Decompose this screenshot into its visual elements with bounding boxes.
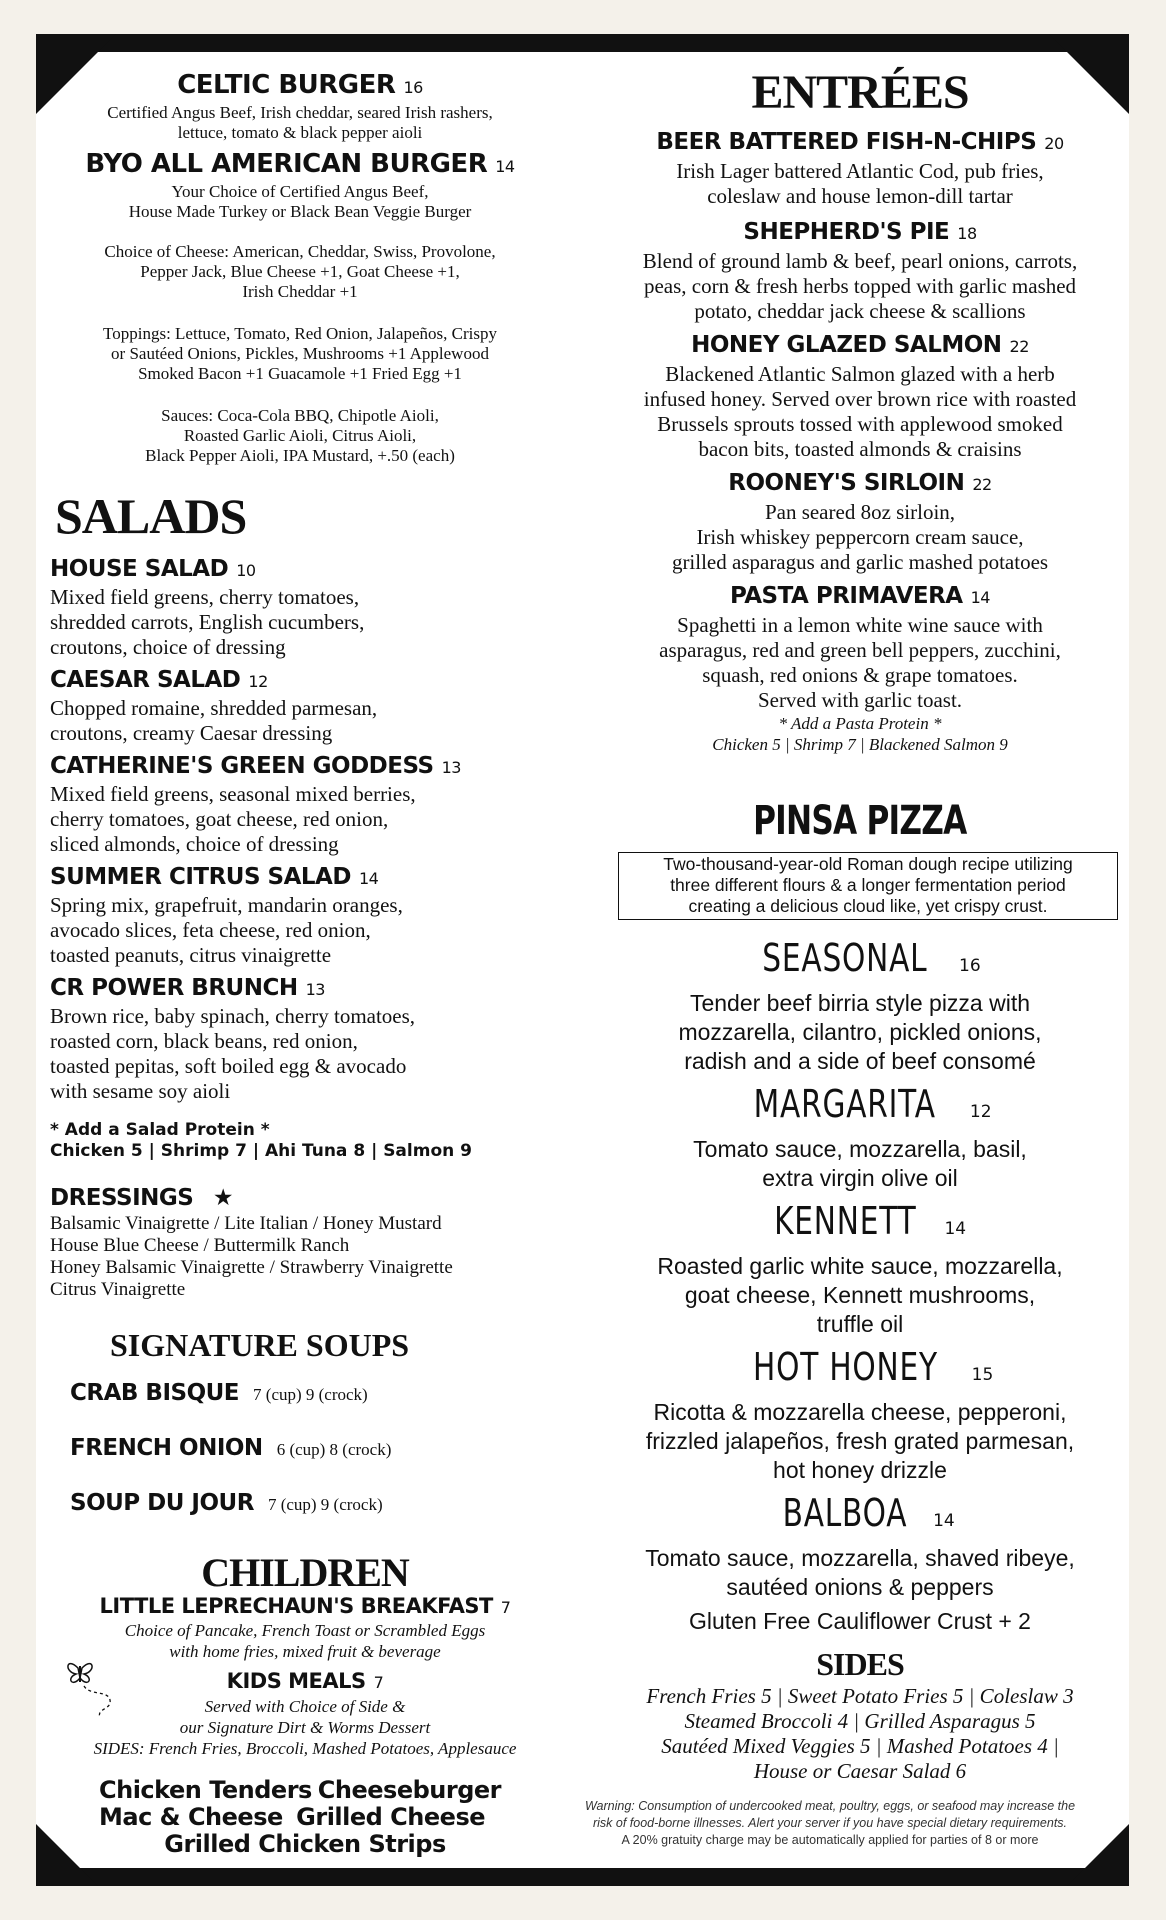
item-description: toasted peanuts, citrus vinaigrette	[50, 943, 332, 967]
menu-item-shepherds-pie	[595, 217, 1125, 324]
item-description: Tomato sauce, mozzarella, basil,	[693, 1136, 1027, 1162]
soup-name: CRAB BISQUE	[70, 1380, 240, 1406]
menu-item-pasta-primavera	[595, 581, 1125, 713]
item-description: hot honey drizzle	[773, 1457, 947, 1483]
item-description: Roasted garlic white sauce, mozzarella,	[657, 1253, 1063, 1279]
protein-options: Chicken 5 | Shrimp 7 | Ahi Tuna 8 | Salmon 9	[50, 1141, 472, 1161]
dressing-line: Citrus Vinaigrette	[50, 1279, 186, 1300]
item-description: bacon bits, toasted almonds & craisins	[698, 437, 1022, 461]
item-name: LITTLE LEPRECHAUN'S BREAKFAST	[99, 1594, 493, 1618]
item-name: MARGARITA	[754, 1082, 937, 1126]
protein-options: Chicken 5 | Shrimp 7 | Blackened Salmon 9	[712, 735, 1008, 754]
item-description: sautéed onions & peppers	[726, 1574, 994, 1600]
item-price: 7	[500, 1598, 511, 1617]
item-price: 14	[495, 157, 515, 176]
item-price: 15	[971, 1365, 994, 1385]
soup-name: SOUP DU JOUR	[70, 1490, 254, 1516]
pinsa-intro-line: creating a delicious cloud like, yet crispy crust.	[688, 896, 1048, 916]
item-description: Pan seared 8oz sirloin,	[764, 500, 956, 524]
pizza-kennett	[595, 1199, 1125, 1339]
item-description: frizzled jalapeños, fresh grated parmesan,	[645, 1428, 1075, 1454]
soup-item	[70, 1433, 550, 1466]
kids-option: Grilled Cheese	[296, 1803, 485, 1831]
kids-option: Chicken Tenders	[99, 1776, 312, 1804]
gluten-free-note: Gluten Free Cauliflower Crust + 2	[689, 1608, 1031, 1634]
topping-options	[50, 324, 550, 384]
item-price: 22	[1009, 337, 1029, 356]
item-description: our Signature Dirt & Worms Dessert	[179, 1718, 431, 1737]
item-description: asparagus, red and green bell peppers, zucchini,	[659, 638, 1061, 662]
menu-item-fish-n-chips	[595, 127, 1125, 209]
sides-section	[595, 1644, 1125, 1784]
item-name: SHEPHERD'S PIE	[743, 219, 950, 245]
item-description: with sesame soy aioli	[50, 1079, 231, 1103]
salads-title: SALADS	[55, 488, 247, 544]
item-description: Irish Lager battered Atlantic Cod, pub fries,	[676, 159, 1044, 183]
item-price: 14	[944, 1219, 967, 1239]
pinsa-title: PINSA PIZZA	[753, 798, 967, 844]
pizza-seasonal	[595, 936, 1125, 1076]
item-description: peas, corn & fresh herbs topped with garlic mashed	[643, 274, 1077, 298]
protein-title: * Add a Pasta Protein *	[778, 714, 942, 733]
dressings-title: DRESSINGS	[50, 1185, 194, 1211]
item-description: House Made Turkey or Black Bean Veggie Burger	[128, 202, 472, 221]
item-description: Ricotta & mozzarella cheese, pepperoni,	[653, 1399, 1067, 1425]
item-description: Served with garlic toast.	[757, 688, 963, 712]
item-name: CR POWER BRUNCH	[50, 975, 298, 1001]
item-description: infused honey. Served over brown rice with roasted	[643, 387, 1077, 411]
sauces-line: Sauces: Coca-Cola BBQ, Chipotle Aioli,	[161, 406, 439, 425]
item-price: 20	[1044, 134, 1064, 153]
star-icon: ★	[212, 1185, 234, 1211]
burgers-section	[50, 70, 550, 466]
gratuity-note: A 20% gratuity charge may be automatically applied for parties of 8 or more	[621, 1833, 1039, 1847]
item-name: HONEY GLAZED SALMON	[691, 332, 1002, 358]
item-price: 14	[970, 588, 990, 607]
pinsa-intro-line: Two-thousand-year-old Roman dough recipe utilizing	[663, 854, 1073, 874]
item-name: HOT HONEY	[752, 1345, 938, 1389]
item-name: PASTA PRIMAVERA	[730, 583, 963, 609]
item-description: Brussels sprouts tossed with applewood smoked	[657, 412, 1063, 436]
soups-title: SIGNATURE SOUPS	[110, 1327, 410, 1363]
item-description: Chopped romaine, shredded parmesan,	[50, 696, 378, 720]
toppings-line: or Sautéed Onions, Pickles, Mushrooms +1 Applewood	[111, 344, 489, 363]
menu-item-cr-power-brunch	[50, 974, 570, 1104]
item-description: mozzarella, cilantro, pickled onions,	[678, 1019, 1042, 1045]
item-description: goat cheese, Kennett mushrooms,	[684, 1282, 1036, 1308]
soup-price: 7 (cup) 9 (crock)	[253, 1385, 368, 1404]
item-price: 13	[305, 980, 325, 999]
cheese-line: Pepper Jack, Blue Cheese +1, Goat Cheese +1,	[140, 262, 460, 281]
menu-item-caesar-salad	[50, 666, 570, 746]
item-description: Certified Angus Beef, Irish cheddar, seared Irish rashers,	[107, 103, 493, 122]
item-description: squash, red onions & grape tomatoes.	[702, 663, 1018, 687]
item-name: KENNETT	[773, 1199, 917, 1243]
dressings-section	[50, 1183, 570, 1301]
sauce-options	[50, 406, 550, 466]
item-description: with home fries, mixed fruit & beverage	[169, 1642, 441, 1661]
menu-item-rooneys-sirloin	[595, 468, 1125, 575]
dressing-line: Honey Balsamic Vinaigrette / Strawberry Vinaigrette	[50, 1257, 453, 1278]
sides-line: French Fries 5 | Sweet Potato Fries 5 | Coleslaw 3	[646, 1684, 1074, 1708]
item-description: Served with Choice of Side &	[204, 1697, 406, 1716]
menu-item-celtic-burger	[50, 70, 550, 143]
item-description: toasted pepitas, soft boiled egg & avocado	[50, 1054, 407, 1078]
item-price: 22	[972, 475, 992, 494]
pizza-margarita	[595, 1082, 1125, 1193]
item-description: potato, cheddar jack cheese & scallions	[694, 299, 1026, 323]
sauces-line: Roasted Garlic Aioli, Citrus Aioli,	[183, 426, 417, 445]
sides-title: SIDES	[816, 1646, 904, 1682]
soup-price: 7 (cup) 9 (crock)	[267, 1495, 383, 1514]
item-price: 16	[959, 956, 981, 976]
soup-name: FRENCH ONION	[70, 1435, 263, 1461]
protein-title: * Add a Salad Protein *	[50, 1120, 270, 1140]
item-name: SUMMER CITRUS SALAD	[50, 864, 351, 890]
item-price: 16	[403, 78, 423, 97]
soups-section	[70, 1378, 550, 1521]
cheese-options	[50, 242, 550, 302]
entrees-title: ENTRÉES	[751, 66, 969, 119]
pinsa-section	[595, 936, 1125, 1602]
pasta-protein-addon	[595, 713, 1125, 755]
warning-line: risk of food-borne illnesses. Alert your server if you have special dietary requirements.	[592, 1816, 1068, 1830]
item-name: HOUSE SALAD	[50, 556, 229, 582]
cheese-line: Irish Cheddar +1	[242, 282, 358, 301]
item-name: CAESAR SALAD	[50, 667, 241, 693]
salads-section	[50, 555, 570, 1162]
menu-item-honey-glazed-salmon	[595, 330, 1125, 462]
pizza-balboa	[595, 1491, 1125, 1602]
item-price: 10	[236, 561, 256, 580]
item-price: 14	[358, 869, 379, 888]
item-name: BEER BATTERED FISH-N-CHIPS	[656, 129, 1037, 155]
menu-item-byo-burger	[50, 149, 550, 222]
sauces-line: Black Pepper Aioli, IPA Mustard, +.50 (each)	[145, 446, 455, 465]
item-name: ROONEY'S SIRLOIN	[728, 470, 965, 496]
item-name: BALBOA	[782, 1491, 908, 1535]
pinsa-title-wrap	[595, 798, 1125, 844]
item-description: radish and a side of beef consomé	[684, 1048, 1036, 1074]
item-description: Your Choice of Certified Angus Beef,	[171, 182, 429, 201]
item-description: Blackened Atlantic Salmon glazed with a herb	[665, 362, 1055, 386]
item-description: Mixed field greens, cherry tomatoes,	[50, 585, 360, 609]
item-description: lettuce, tomato & black pepper aioli	[177, 123, 423, 142]
item-description: coleslaw and house lemon-dill tartar	[707, 184, 1013, 208]
item-name: SEASONAL	[762, 936, 928, 980]
kids-sides-line: SIDES: French Fries, Broccoli, Mashed Potatoes, Applesauce	[93, 1739, 517, 1758]
menu-item-summer-citrus-salad	[50, 863, 570, 968]
item-description: extra virgin olive oil	[762, 1165, 958, 1191]
item-description: sliced almonds, choice of dressing	[50, 832, 339, 856]
item-description: Spaghetti in a lemon white wine sauce with	[677, 613, 1043, 637]
menu-item-house-salad	[50, 555, 570, 660]
item-description: Spring mix, grapefruit, mandarin oranges,	[50, 893, 403, 917]
item-price: 14	[933, 1511, 955, 1531]
toppings-line: Toppings: Lettuce, Tomato, Red Onion, Jalapeños, Crispy	[103, 324, 497, 343]
menu-item-green-goddess	[50, 752, 570, 857]
item-description: Choice of Pancake, French Toast or Scrambled Eggs	[124, 1621, 486, 1640]
item-name: CELTIC BURGER	[177, 70, 396, 100]
footer-notice	[540, 1798, 1120, 1849]
salad-protein-addon	[50, 1120, 570, 1162]
kids-options-grid	[95, 1777, 515, 1858]
item-description: grilled asparagus and garlic mashed potatoes	[671, 550, 1049, 574]
pinsa-intro-line: three different flours & a longer fermentation period	[670, 875, 1066, 895]
item-description: truffle oil	[816, 1311, 904, 1337]
dressing-line: Balsamic Vinaigrette / Lite Italian / Honey Mustard	[50, 1213, 442, 1234]
item-description: Irish whiskey peppercorn cream sauce,	[696, 525, 1024, 549]
toppings-line: Smoked Bacon +1 Guacamole +1 Fried Egg +1	[138, 364, 462, 383]
children-title: CHILDREN	[201, 1550, 409, 1595]
item-description: Tender beef birria style pizza with	[689, 990, 1031, 1016]
item-description: shredded carrots, English cucumbers,	[50, 610, 365, 634]
item-description: cherry tomatoes, goat cheese, red onion,	[50, 807, 389, 831]
pinsa-intro-box	[618, 852, 1118, 920]
item-description: roasted corn, black beans, red onion,	[50, 1029, 358, 1053]
butterfly-icon	[60, 1650, 140, 1725]
kids-option: Mac & Cheese	[99, 1803, 283, 1831]
item-price: 12	[969, 1102, 992, 1122]
sides-line: House or Caesar Salad 6	[753, 1759, 967, 1783]
item-name: KIDS MEALS	[226, 1669, 366, 1693]
soup-item	[70, 1488, 550, 1521]
entrees-section	[595, 127, 1125, 755]
item-description: Tomato sauce, mozzarella, shaved ribeye,	[645, 1545, 1075, 1571]
item-price: 13	[441, 758, 461, 777]
sides-line: Steamed Broccoli 4 | Grilled Asparagus 5	[684, 1709, 1036, 1733]
kids-option: Grilled Chicken Strips	[164, 1830, 446, 1858]
item-description: Mixed field greens, seasonal mixed berries,	[50, 782, 416, 806]
soup-price: 6 (cup) 8 (crock)	[276, 1440, 392, 1459]
cheese-line: Choice of Cheese: American, Cheddar, Swiss, Provolone,	[104, 242, 496, 261]
item-description: avocado slices, feta cheese, red onion,	[50, 918, 371, 942]
kids-option: Cheeseburger	[317, 1776, 501, 1804]
item-price: 12	[248, 672, 268, 691]
pizza-hot-honey	[595, 1345, 1125, 1485]
dressing-line: House Blue Cheese / Buttermilk Ranch	[50, 1235, 350, 1256]
corner-decoration-bottom-left	[36, 1824, 98, 1886]
item-description: Brown rice, baby spinach, cherry tomatoes,	[50, 1004, 416, 1028]
soup-item	[70, 1378, 550, 1411]
item-price: 18	[957, 224, 977, 243]
item-name: CATHERINE'S GREEN GODDESS	[50, 753, 434, 779]
item-description: croutons, choice of dressing	[50, 635, 286, 659]
item-description: croutons, creamy Caesar dressing	[50, 721, 333, 745]
item-name: BYO ALL AMERICAN BURGER	[85, 149, 488, 179]
item-price: 7	[373, 1673, 384, 1692]
item-description: Blend of ground lamb & beef, pearl onions, carrots,	[642, 249, 1078, 273]
sides-line: Sautéed Mixed Veggies 5 | Mashed Potatoes 4 |	[661, 1734, 1059, 1758]
warning-line: Warning: Consumption of undercooked meat, poultry, eggs, or seafood may increase the	[584, 1799, 1076, 1813]
